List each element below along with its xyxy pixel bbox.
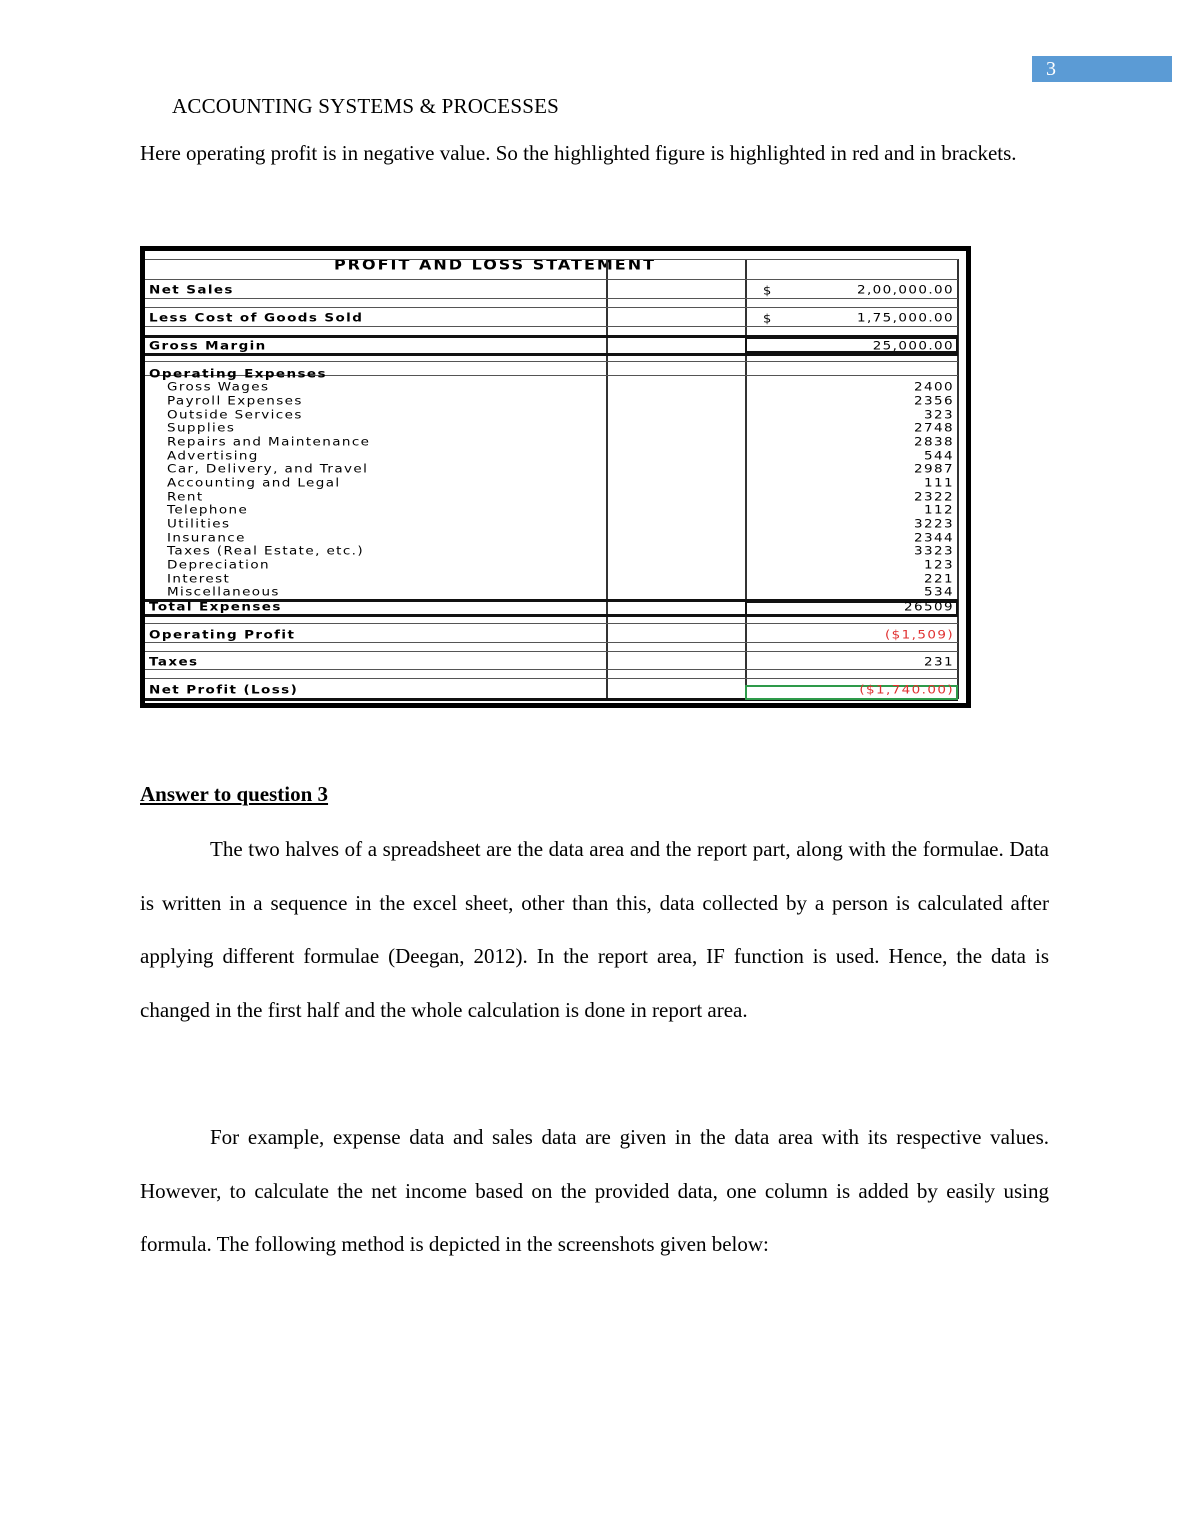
sheet-column-line (606, 259, 608, 699)
sheet-row-value: 123 (924, 558, 954, 572)
sheet-row-line (145, 361, 958, 362)
sheet-row-label: Repairs and Maintenance (167, 435, 371, 449)
sheet-row-value: 544 (924, 449, 954, 463)
sheet-row-value: 2322 (914, 490, 954, 504)
sheet-row-value: ($1,740.00) (859, 683, 954, 697)
sheet-row-label: Taxes (149, 655, 199, 669)
sheet-row-label: Depreciation (167, 558, 270, 572)
sheet-column-line (745, 259, 747, 699)
sheet-title: PROFIT AND LOSS STATEMENT (333, 255, 657, 274)
sheet-row-label: Utilities (167, 517, 231, 531)
sheet-currency-symbol: $ (763, 313, 773, 326)
sheet-row-value: 2356 (914, 394, 954, 408)
sheet-row-value: 111 (924, 476, 954, 490)
sheet-row-value: 221 (924, 572, 954, 586)
sheet-row-label: Payroll Expenses (167, 394, 303, 408)
sheet-row-line (145, 642, 958, 643)
sheet-row-value: 534 (924, 585, 954, 599)
sheet-row-value: 2987 (914, 462, 954, 476)
sheet-row-line (145, 623, 958, 624)
sheet-grid (145, 251, 966, 703)
sheet-row-label: Car, Delivery, and Travel (167, 462, 369, 476)
profit-loss-screenshot (140, 246, 971, 708)
sheet-row-value: 112 (924, 503, 954, 517)
sheet-row-label: Taxes (Real Estate, etc.) (167, 544, 365, 558)
intro-paragraph: Here operating profit is in negative value. So the highlighted figure is highlighted in red and in brackets. (140, 141, 1017, 165)
sheet-row-value: 26509 (904, 600, 954, 614)
sheet-row-line (145, 298, 958, 299)
sheet-row-line (145, 651, 958, 652)
sheet-row-value: 2838 (914, 435, 954, 449)
sheet-row-label: Net Profit (Loss) (149, 683, 299, 697)
sheet-row-value: 2748 (914, 421, 954, 435)
sheet-column-line (957, 259, 959, 699)
sheet-row-value: ($1,509) (885, 628, 954, 642)
sheet-row-label: Miscellaneous (167, 585, 280, 599)
sheet-row-label: Supplies (167, 421, 236, 435)
sheet-row-line (145, 279, 958, 280)
sheet-row-label: Outside Services (167, 408, 303, 422)
sheet-row-line (145, 353, 958, 356)
running-head: ACCOUNTING SYSTEMS & PROCESSES (172, 94, 559, 118)
sheet-row-label: Accounting and Legal (167, 476, 341, 490)
sheet-row-value: 2,00,000.00 (857, 283, 954, 297)
sheet-row-label: Telephone (167, 503, 249, 517)
sheet-row-label: Total Expenses (149, 600, 282, 614)
sheet-row-value: 25,000.00 (872, 339, 954, 353)
sheet-row-line (145, 259, 958, 260)
sheet-row-label: Rent (167, 490, 204, 504)
page-number-badge (1032, 56, 1172, 82)
sheet-row-value: 1,75,000.00 (857, 311, 954, 325)
sheet-currency-symbol: $ (763, 285, 773, 298)
sheet-row-value: 323 (924, 408, 954, 422)
sheet-row-label: Advertising (167, 449, 259, 463)
sheet-row-value: 231 (924, 655, 954, 669)
sheet-row-line (145, 678, 958, 679)
page-number: 3 (1046, 58, 1056, 80)
sheet-row-label: Insurance (167, 531, 246, 545)
sheet-row-value: 3323 (914, 544, 954, 558)
body-paragraph-2: For example, expense data and sales data are given in the data area with its respective values. However, to calculate the net income based on the provided data, one column is added by easily using formula. The following method is depicted in the screenshots given below: (140, 1125, 1049, 1256)
sheet-row-line (145, 669, 958, 670)
sheet-row-label: Operating Profit (149, 628, 296, 642)
sheet-row-line (145, 326, 958, 327)
sheet-row-value: 3223 (914, 517, 954, 531)
sheet-row-label: Gross Wages (167, 380, 270, 394)
sheet-row-label: Interest (167, 572, 231, 586)
sheet-row-label: Operating Expenses (149, 367, 327, 381)
section-heading: Answer to question 3 (140, 782, 329, 806)
sheet-row-value: 2344 (914, 531, 954, 545)
sheet-row-value: 2400 (914, 380, 954, 394)
sheet-row-line (145, 307, 958, 308)
sheet-row-label: Less Cost of Goods Sold (149, 311, 364, 325)
body-paragraph-1: The two halves of a spreadsheet are the data area and the report part, along with the formulae. Data is written in a sequence in the excel sheet, other than this, data collected by a person is calculated after applying different formulae (Deegan, 2012). In the report area, IF function is used. Hence, the data is changed in the first half and the whole calculation is done in report area. (140, 837, 1049, 1022)
sheet-row-label: Gross Margin (149, 339, 267, 353)
sheet-row-label: Net Sales (149, 283, 234, 297)
